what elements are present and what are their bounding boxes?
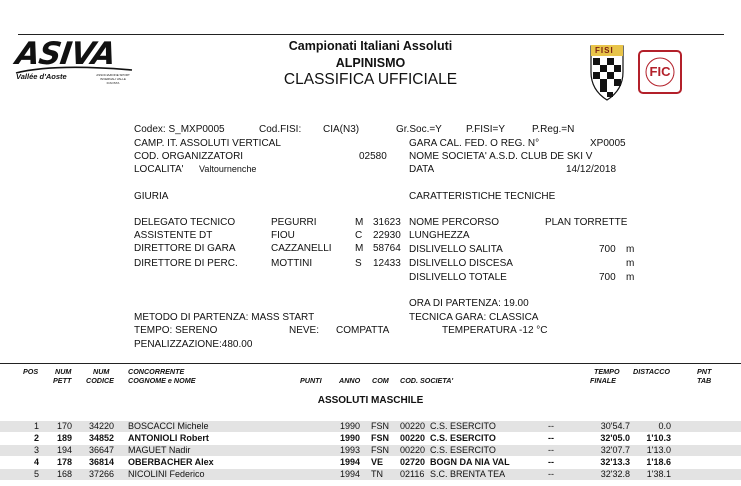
societa-cell: C.S. ESERCITO [430, 445, 496, 455]
tech-label: LUNGHEZZA [409, 230, 470, 241]
tempo-cell: 30'54.7 [600, 421, 630, 431]
anno-cell: 1993 [340, 445, 361, 455]
p-reg: P.Reg.=N [532, 124, 575, 135]
societa-cell: C.S. ESERCITO [430, 433, 496, 443]
temperatura: TEMPERATURA -12 °C [442, 325, 548, 336]
col-num-codice-1: NUM [93, 367, 110, 376]
pos-cell: 3 [33, 445, 39, 455]
col-num-pett-1: NUM [55, 367, 72, 376]
gr-soc: Gr.Soc.=Y [396, 124, 442, 135]
metodo-partenza: METODO DI PARTENZA: MASS START [134, 312, 315, 323]
data-value: 14/12/2018 [566, 164, 617, 175]
col-tempo-1: TEMPO [594, 367, 620, 376]
tempo-cell: 32'05.0 [600, 433, 630, 443]
name-cell: OBERBACHER Alex [128, 457, 214, 467]
com-cell: FSN [371, 421, 389, 431]
camp-label: CAMP. IT. ASSOLUTI VERTICAL [134, 138, 281, 149]
pett-cell: 194 [56, 445, 72, 455]
col-com: COM [372, 376, 389, 385]
cod-cell: 00220 [400, 421, 426, 431]
col-pnt-2: TAB [697, 376, 712, 385]
col-distacco: DISTACCO [633, 367, 670, 376]
tech-label: DISLIVELLO SALITA [409, 244, 503, 255]
col-num-codice-2: CODICE [86, 376, 114, 385]
tempo-cell: 32'32.8 [600, 469, 630, 479]
pett-cell: 178 [56, 457, 72, 467]
table-row [0, 457, 741, 468]
fisi-logo [583, 42, 631, 102]
com-cell: FSN [371, 433, 389, 443]
p-fisi: P.FISI=Y [466, 124, 506, 135]
pett-cell: 170 [56, 421, 72, 431]
nome-societa: NOME SOCIETA' A.S.D. CLUB DE SKI V [409, 151, 593, 162]
asiva-logo-text: ASIVA [13, 36, 118, 72]
anno-cell: 1994 [340, 469, 361, 479]
name-cell: ANTONIOLI Robert [128, 433, 209, 443]
anno-cell: 1990 [340, 421, 361, 431]
cod-cell: 00220 [400, 433, 426, 443]
table-row [0, 433, 741, 444]
societa-cell: BOGN DA NIA VAL [430, 457, 510, 467]
name-cell: MAGUET Nadir [128, 445, 191, 455]
jury-cat: C [355, 230, 363, 241]
distacco-cell: 1'13.0 [646, 445, 671, 455]
jury-name: CAZZANELLI [271, 243, 332, 254]
jury-code: 22930 [373, 230, 401, 241]
codex: Codex: S_MXP0005 [134, 124, 225, 135]
codice-cell: 36647 [88, 445, 114, 455]
jury-role: ASSISTENTE DT [134, 230, 213, 241]
asiva-logo-small: ASSOCIAZIONE SPORT INVERNALI VALLE D'AOSTA [96, 73, 130, 85]
jury-name: FIOU [271, 230, 295, 241]
col-anno: ANNO [339, 376, 361, 385]
cod-cell: 00220 [400, 445, 426, 455]
com-cell: FSN [371, 445, 389, 455]
table-row [0, 469, 741, 480]
tech-value: 700 [599, 272, 616, 283]
dash-cell: -- [548, 445, 554, 455]
societa-cell: S.C. BRENTA TEA [430, 469, 506, 479]
jury-role: DELEGATO TECNICO [134, 217, 236, 228]
tempo-meteo: TEMPO: SERENO [134, 325, 218, 336]
jury-code: 31623 [373, 217, 401, 228]
asiva-logo-sub: Vallée d'Aoste [16, 72, 67, 81]
tech-unit: m [626, 272, 635, 283]
col-pos: POS [23, 367, 39, 376]
table-header-rule [0, 363, 741, 364]
jury-cat: M [355, 217, 364, 228]
penalizzazione: PENALIZZAZIONE:480.00 [134, 339, 253, 350]
localita-label: LOCALITA' [134, 164, 184, 175]
pos-cell: 2 [33, 433, 39, 443]
cod-org-value: 02580 [359, 151, 387, 162]
jury-name: MOTTINI [271, 258, 313, 269]
jury-role: DIRETTORE DI GARA [134, 243, 236, 254]
pos-cell: 1 [33, 421, 39, 431]
cod-fisi-label: Cod.FISI: [259, 124, 302, 135]
col-concorrente-2: COGNOME e NOME [128, 376, 196, 385]
jury-role: DIRETTORE DI PERC. [134, 258, 238, 269]
ora-partenza: ORA DI PARTENZA: 19.00 [409, 298, 529, 309]
tecnica-gara: TECNICA GARA: CLASSICA [409, 312, 539, 323]
section-title: ASSOLUTI MASCHILE [317, 395, 424, 406]
anno-cell: 1990 [340, 433, 361, 443]
dash-cell: -- [548, 457, 554, 467]
pett-cell: 168 [56, 469, 72, 479]
pett-cell: 189 [56, 433, 72, 443]
col-num-pett-2: PETT [53, 376, 72, 385]
societa-cell: C.S. ESERCITO [430, 421, 496, 431]
giuria-heading: GIURIA [134, 191, 169, 202]
col-tempo-2: FINALE [590, 376, 616, 385]
dash-cell: -- [548, 433, 554, 443]
tech-value: PLAN TORRETTE [545, 217, 628, 228]
pos-cell: 5 [33, 469, 39, 479]
title-line3: CLASSIFICA UFFICIALE [283, 71, 458, 88]
codice-cell: 36814 [88, 457, 114, 467]
anno-cell: 1994 [340, 457, 361, 467]
tech-value: 700 [599, 244, 616, 255]
name-cell: NICOLINI Federico [128, 469, 205, 479]
distacco-cell: 1'38.1 [646, 469, 671, 479]
distacco-cell: 1'18.6 [646, 457, 671, 467]
table-row [0, 421, 741, 432]
jury-code: 58764 [373, 243, 401, 254]
cod-fisi-value: CIA(N3) [323, 124, 360, 135]
gara-cal-label: GARA CAL. FED. O REG. N° [409, 138, 540, 149]
top-rule [18, 34, 724, 35]
tempo-cell: 32'07.7 [600, 445, 630, 455]
fic-logo-text: FIC [649, 64, 671, 79]
col-pnt-1: PNT [697, 367, 712, 376]
codice-cell: 34852 [88, 433, 114, 443]
neve-label: NEVE: [289, 325, 320, 336]
gara-cal-value: XP0005 [590, 138, 626, 149]
codice-cell: 34220 [88, 421, 114, 431]
jury-cat: M [355, 243, 364, 254]
data-label: DATA [409, 164, 435, 175]
distacco-cell: 0.0 [658, 421, 671, 431]
col-punti: PUNTI [300, 376, 322, 385]
cod-cell: 02116 [400, 469, 425, 479]
table-row [0, 445, 741, 456]
localita-value: Valtournenche [199, 164, 257, 174]
pos-cell: 4 [33, 457, 39, 467]
caratteristiche-heading: CARATTERISTICHE TECNICHE [409, 191, 556, 202]
dash-cell: -- [548, 421, 554, 431]
name-cell: BOSCACCI Michele [128, 421, 209, 431]
tech-unit: m [626, 258, 635, 269]
com-cell: VE [371, 457, 384, 467]
neve-value: COMPATTA [336, 325, 390, 336]
jury-code: 12433 [373, 258, 401, 269]
cod-cell: 02720 [400, 457, 426, 467]
com-cell: TN [371, 469, 383, 479]
tech-label: NOME PERCORSO [409, 217, 500, 228]
jury-name: PEGURRI [271, 217, 317, 228]
tech-unit: m [626, 244, 635, 255]
tech-label: DISLIVELLO TOTALE [409, 272, 507, 283]
cod-org-label: COD. ORGANIZZATORI [134, 151, 244, 162]
dash-cell: -- [548, 469, 554, 479]
fisi-logo-text: FISI [595, 46, 614, 55]
col-concorrente-1: CONCORRENTE [128, 367, 185, 376]
jury-cat: S [355, 258, 362, 269]
tech-label: DISLIVELLO DISCESA [409, 258, 513, 269]
distacco-cell: 1'10.3 [646, 433, 671, 443]
codice-cell: 37266 [88, 469, 114, 479]
title-line1: Campionati Italiani Assoluti [288, 39, 453, 53]
tempo-cell: 32'13.3 [600, 457, 630, 467]
title-line2: ALPINISMO [335, 56, 406, 70]
col-societa: COD. SOCIETA' [400, 376, 454, 385]
fic-logo [638, 50, 682, 94]
